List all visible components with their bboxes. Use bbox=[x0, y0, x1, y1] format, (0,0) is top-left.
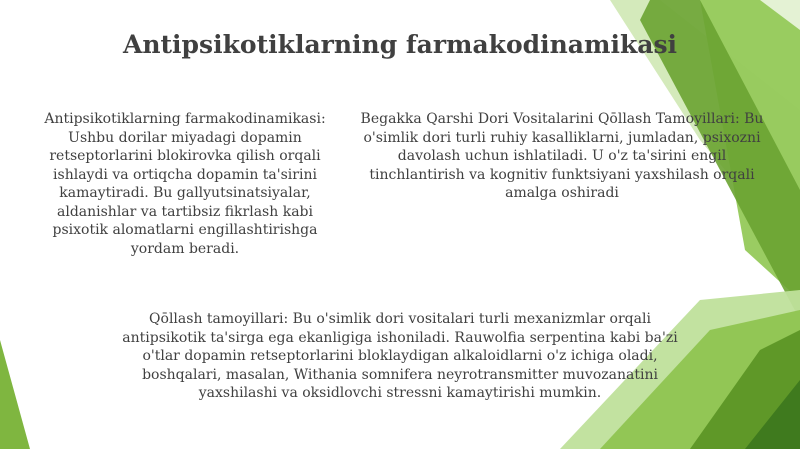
paragraph-application-principles: Qōllash tamoyillari: Bu o'simlik dori vositalari turli mexanizmlar orqali antipsikotik ta'sirga ega ekanligiga ishoniladi. Rauwolfia serpentina kabi ba'zi o'tlar dopamin retseptorlarini bloklaydigan alkaloidlarni o'z ichiga oladi, boshqalari, masalan, Withania somnifera neyrotransmitter muvozanatini yaxshilashi va oksidlovchi stressni kamaytirishi mumkin. bbox=[122, 311, 678, 401]
paragraph-anticonvulsant-principles: Begakka Qarshi Dori Vositalarini Qōllash Tamoyillari: Bu o'simlik dori turli ruhiy kasalliklarni, jumladan, psixozni davolash uchun ishlatiladi. U o'z ta'sirini engil tinchlantirish va kognitiv funktsiyani yaxshilash orqali amalga oshiradi bbox=[360, 111, 764, 201]
slide-title: Antipsikotiklarning farmakodinamikasi bbox=[122, 30, 678, 59]
paragraph-pharmacodynamics: Antipsikotiklarning farmakodinamikasi: Ushbu dorilar miyadagi dopamin retseptorlarini blokirovka qilish orqali ishlaydi va ortiqcha dopamin ta'sirini kamaytiradi. Bu gallyutsinatsiyalar, aldanishlar va tartibsiz fikrlash kabi psixotik alomatlarni engillashtirishga yordam beradi. bbox=[44, 111, 326, 257]
left-green-sliver bbox=[0, 340, 30, 449]
